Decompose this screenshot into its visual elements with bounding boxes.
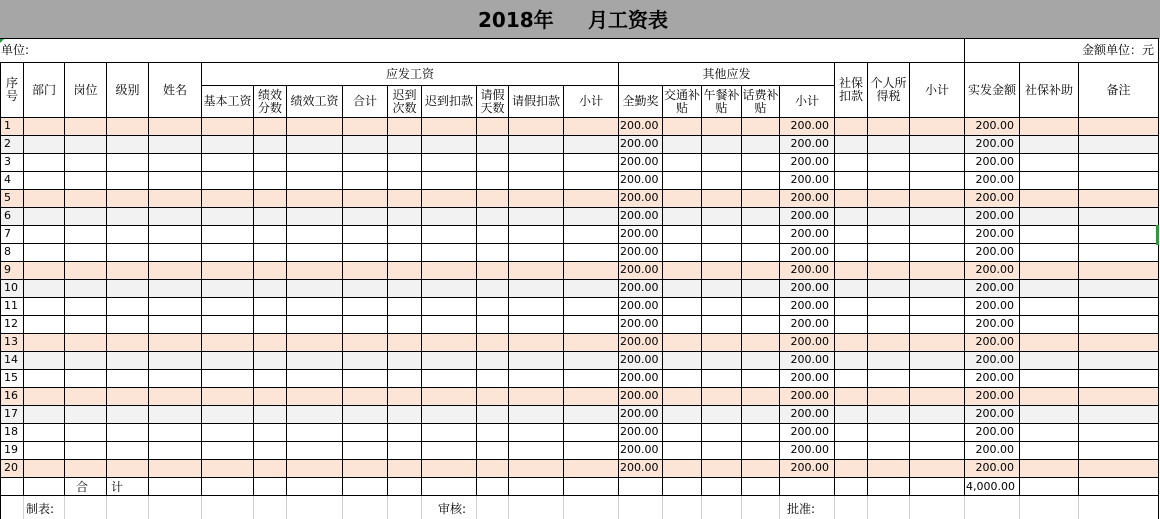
cell-actual-amount[interactable]: 200.00 — [975, 461, 1014, 474]
grid-vline — [253, 85, 254, 496]
grid-vline — [563, 85, 564, 496]
row-number: 5 — [4, 191, 11, 204]
grid-vline — [964, 62, 965, 496]
header-level: 级别 — [115, 82, 140, 97]
cell-attendance-bonus[interactable]: 200.00 — [620, 461, 659, 474]
cell-attendance-bonus[interactable]: 200.00 — [620, 389, 659, 402]
title-bar — [0, 0, 1160, 39]
grid-vline — [662, 85, 663, 496]
cell-attendance-bonus[interactable]: 200.00 — [620, 191, 659, 204]
cell-subtotal-other[interactable]: 200.00 — [790, 227, 829, 240]
header-social-subsidy: 社保补助 — [1024, 82, 1073, 97]
footer-reviewer: 审核: — [438, 502, 467, 516]
grid-light-line — [253, 496, 254, 519]
grid-vline — [476, 85, 477, 496]
grid-vline — [909, 62, 910, 496]
grid-light-line — [834, 496, 835, 519]
row-number: 10 — [4, 281, 18, 294]
header-late-deduct: 迟到扣款 — [424, 94, 473, 108]
cell-attendance-bonus[interactable]: 200.00 — [620, 299, 659, 312]
grid-light-line — [1019, 496, 1020, 519]
header-payable-group: 应发工资 — [385, 66, 434, 81]
cell-subtotal-other[interactable]: 200.00 — [790, 245, 829, 258]
grid-vline — [1078, 62, 1079, 496]
cell-actual-amount[interactable]: 200.00 — [975, 245, 1014, 258]
row-number: 15 — [4, 371, 18, 384]
cell-attendance-bonus[interactable]: 200.00 — [620, 137, 659, 150]
grid-vline — [618, 62, 619, 496]
cell-actual-amount[interactable]: 200.00 — [975, 425, 1014, 438]
row-number: 9 — [4, 263, 11, 276]
row-number: 20 — [4, 461, 18, 474]
cell-subtotal-other[interactable]: 200.00 — [790, 263, 829, 276]
cell-attendance-bonus[interactable]: 200.00 — [620, 407, 659, 420]
row-number: 11 — [4, 299, 18, 312]
cell-attendance-bonus[interactable]: 200.00 — [620, 281, 659, 294]
row-number: 12 — [4, 317, 18, 330]
grid-vline — [64, 62, 65, 496]
grid-light-line — [23, 496, 24, 519]
header-actual-amount: 实发金额 — [967, 82, 1016, 97]
row-number: 1 — [4, 119, 11, 132]
grid-light-line — [563, 496, 564, 519]
header-remark: 备注 — [1106, 82, 1131, 97]
row-number: 17 — [4, 407, 18, 420]
header-subtotal-other: 小计 — [794, 94, 819, 108]
cell-subtotal-other[interactable]: 200.00 — [790, 191, 829, 204]
cell-subtotal-other[interactable]: 200.00 — [790, 443, 829, 456]
cell-subtotal-other[interactable]: 200.00 — [790, 119, 829, 132]
grid-light-line — [148, 496, 149, 519]
grid-light-line — [387, 496, 388, 519]
grid-vline — [834, 62, 835, 496]
cell-actual-amount[interactable]: 200.00 — [975, 389, 1014, 402]
cell-subtotal-other[interactable]: 200.00 — [790, 407, 829, 420]
grid-vline — [508, 85, 509, 496]
total-label-1: 合 — [76, 480, 89, 494]
grid-light-line — [476, 496, 477, 519]
header-perf-wage: 绩效工资 — [290, 94, 339, 108]
grid-hline — [0, 38, 1159, 39]
grid-light-line — [508, 496, 509, 519]
cell-attendance-bonus[interactable]: 200.00 — [620, 425, 659, 438]
grid-light-line — [779, 496, 780, 519]
total-label-2: 计 — [111, 480, 124, 494]
row-number: 4 — [4, 173, 11, 186]
cell-attendance-bonus[interactable]: 200.00 — [620, 317, 659, 330]
footer-approver: 批准: — [787, 502, 816, 516]
grid-vline — [779, 85, 780, 496]
grid-light-line — [909, 496, 910, 519]
cell-subtotal-other[interactable]: 200.00 — [790, 317, 829, 330]
header-late-times: 迟到次数 — [392, 87, 417, 115]
cell-attendance-bonus[interactable]: 200.00 — [620, 335, 659, 348]
grid-vline — [23, 62, 24, 496]
row-number: 8 — [4, 245, 11, 258]
grid-light-line — [741, 496, 742, 519]
header-name: 姓名 — [162, 82, 187, 97]
header-income-tax: 个人所得税 — [870, 76, 907, 103]
header-subtotal-deduct: 小计 — [924, 82, 949, 97]
cell-subtotal-other[interactable]: 200.00 — [790, 353, 829, 366]
cell-actual-amount[interactable]: 200.00 — [975, 263, 1014, 276]
row-number: 3 — [4, 155, 11, 168]
amount-unit-label: 金额单位：元 — [1082, 43, 1155, 57]
row-number: 7 — [4, 227, 11, 240]
grid-light-line — [201, 496, 202, 519]
cell-actual-amount[interactable]: 200.00 — [975, 299, 1014, 312]
cell-actual-amount[interactable]: 200.00 — [975, 119, 1014, 132]
selection-indicator — [1156, 225, 1159, 245]
cell-actual-amount[interactable]: 200.00 — [975, 191, 1014, 204]
cell-attendance-bonus[interactable]: 200.00 — [620, 245, 659, 258]
grid-vline — [0, 62, 1, 519]
grid-light-line — [1078, 496, 1079, 519]
cell-attendance-bonus[interactable]: 200.00 — [620, 119, 659, 132]
cell-attendance-bonus[interactable]: 200.00 — [620, 353, 659, 366]
grid-vline — [342, 85, 343, 496]
grid-vline — [201, 62, 202, 496]
title-year: 2018年 — [478, 8, 554, 32]
header-attendance-bonus: 全勤奖 — [622, 94, 659, 108]
grid-vline — [867, 62, 868, 496]
header-total: 合计 — [352, 94, 377, 108]
row-number: 16 — [4, 389, 18, 402]
cell-attendance-bonus[interactable]: 200.00 — [620, 371, 659, 384]
header-other-group: 其他应发 — [702, 66, 751, 81]
header-post: 岗位 — [73, 82, 98, 97]
cell-subtotal-other[interactable]: 200.00 — [790, 461, 829, 474]
cell-actual-amount[interactable]: 200.00 — [975, 227, 1014, 240]
cell-actual-amount[interactable]: 200.00 — [975, 443, 1014, 456]
cell-attendance-bonus[interactable]: 200.00 — [620, 155, 659, 168]
grid-vline — [106, 62, 107, 496]
grid-light-line — [867, 496, 868, 519]
cell-attendance-bonus[interactable]: 200.00 — [620, 173, 659, 186]
grid-vline — [286, 85, 287, 496]
row-number: 14 — [4, 353, 18, 366]
row-number: 19 — [4, 443, 18, 456]
cell-subtotal-other[interactable]: 200.00 — [790, 299, 829, 312]
cell-subtotal-other[interactable]: 200.00 — [790, 155, 829, 168]
row-number: 13 — [4, 335, 18, 348]
cell-subtotal-other[interactable]: 200.00 — [790, 137, 829, 150]
cell-actual-amount[interactable]: 200.00 — [975, 317, 1014, 330]
grid-light-line — [421, 496, 422, 519]
header-seq: 序号 — [5, 76, 18, 103]
grid-vline — [1019, 62, 1020, 496]
grid-light-line — [286, 496, 287, 519]
grid-vline — [148, 62, 149, 496]
cell-actual-amount[interactable]: 200.00 — [975, 173, 1014, 186]
header-subtotal-payable: 小计 — [578, 94, 603, 108]
row-number: 2 — [4, 137, 11, 150]
unit-label: 单位: — [1, 43, 30, 57]
cell-actual-amount[interactable]: 200.00 — [975, 353, 1014, 366]
cell-subtotal-other[interactable]: 200.00 — [790, 389, 829, 402]
grid-light-line — [662, 496, 663, 519]
cell-actual-amount[interactable]: 200.00 — [975, 281, 1014, 294]
header-lunch: 午餐补贴 — [703, 87, 740, 115]
cell-attendance-bonus[interactable]: 200.00 — [620, 443, 659, 456]
header-social-deduct: 社保扣款 — [838, 76, 863, 103]
row-number: 6 — [4, 209, 11, 222]
header-phone: 话费补贴 — [742, 87, 779, 115]
header-leave-days: 请假天数 — [480, 87, 505, 115]
grid-vline — [964, 38, 965, 63]
header-dept: 部门 — [31, 82, 56, 97]
header-transport: 交通补贴 — [663, 87, 700, 115]
header-base-wage: 基本工资 — [203, 94, 252, 108]
cell-subtotal-other[interactable]: 200.00 — [790, 371, 829, 384]
cell-subtotal-other[interactable]: 200.00 — [790, 173, 829, 186]
cell-subtotal-other[interactable]: 200.00 — [790, 209, 829, 222]
cell-actual-amount[interactable]: 200.00 — [975, 371, 1014, 384]
grid-light-line — [342, 496, 343, 519]
row-number: 18 — [4, 425, 18, 438]
footer-maker: 制表: — [26, 502, 55, 516]
grid-light-line — [964, 496, 965, 519]
grid-light-line — [618, 496, 619, 519]
cell-subtotal-other[interactable]: 200.00 — [790, 281, 829, 294]
page-title: 月工资表 — [588, 8, 668, 32]
cell-subtotal-other[interactable]: 200.00 — [790, 335, 829, 348]
grid-light-line — [106, 496, 107, 519]
grid-vline — [701, 85, 702, 496]
grid-vline — [1158, 38, 1159, 519]
cell-actual-amount[interactable]: 200.00 — [975, 407, 1014, 420]
grid-light-line — [701, 496, 702, 519]
cell-attendance-bonus[interactable]: 200.00 — [620, 227, 659, 240]
grid-vline — [741, 85, 742, 496]
cell-attendance-bonus[interactable]: 200.00 — [620, 209, 659, 222]
header-perf-score: 绩效分数 — [257, 87, 282, 115]
total-amount: 4,000.00 — [966, 480, 1015, 493]
cell-actual-amount[interactable]: 200.00 — [975, 335, 1014, 348]
header-leave-deduct: 请假扣款 — [511, 94, 560, 108]
cell-subtotal-other[interactable]: 200.00 — [790, 425, 829, 438]
cell-actual-amount[interactable]: 200.00 — [975, 209, 1014, 222]
cell-actual-amount[interactable]: 200.00 — [975, 155, 1014, 168]
grid-vline — [387, 85, 388, 496]
grid-light-line — [64, 496, 65, 519]
cell-actual-amount[interactable]: 200.00 — [975, 137, 1014, 150]
cell-attendance-bonus[interactable]: 200.00 — [620, 263, 659, 276]
grid-vline — [421, 85, 422, 496]
